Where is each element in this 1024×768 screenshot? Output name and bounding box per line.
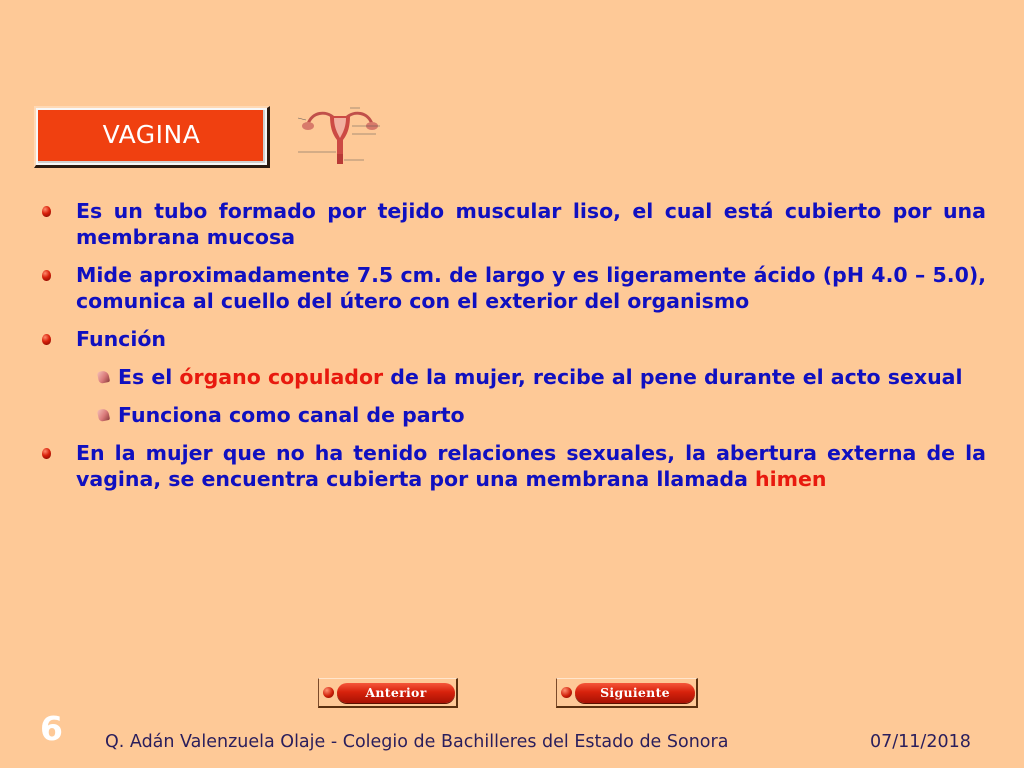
bullet-item (40, 198, 986, 250)
bullet-item (40, 326, 986, 352)
red-bullet-icon (42, 270, 51, 281)
bullet-item (40, 440, 986, 492)
red-bullet-icon (42, 206, 51, 217)
uterus-diagram (294, 104, 386, 166)
slide-content (40, 198, 986, 504)
sub-bullet-item (40, 402, 986, 428)
bullet-text: Es un tubo formado por tejido muscular liso, el cual está cubierto por una membrana mucosa (76, 199, 986, 249)
previous-button[interactable] (318, 678, 458, 708)
pink-bullet-icon (97, 408, 110, 422)
previous-button-pill[interactable] (337, 683, 455, 703)
slide-title-box (34, 106, 270, 168)
highlight-text: órgano copulador (179, 365, 384, 389)
button-knob-icon (323, 687, 334, 698)
bullet-item (40, 262, 986, 314)
bullet-text: Mide aproximadamente 7.5 cm. de largo y es ligeramente ácido (pH 4.0 – 5.0), comunica al cuello del útero con el exterior del organismo (76, 263, 986, 313)
highlight-text: himen (755, 467, 827, 491)
next-button[interactable] (556, 678, 698, 708)
bullet-text-pre: En la mujer que no ha tenido relaciones sexuales, la abertura externa de la vagina, se encuentra cubierta por una membrana llamada (76, 441, 986, 491)
button-knob-icon (561, 687, 572, 698)
sub-bullet-text-post: de la mujer, recibe al pene durante el acto sexual (383, 365, 963, 389)
footer-author: Q. Adán Valenzuela Olaje - Colegio de Bachilleres del Estado de Sonora (105, 732, 729, 752)
sub-bullet-text: Funciona como canal de parto (118, 403, 465, 427)
red-bullet-icon (42, 448, 51, 459)
bullet-text: Función (76, 327, 167, 351)
red-bullet-icon (42, 334, 51, 345)
slide-title: VAGINA (102, 120, 201, 149)
pink-bullet-icon (97, 370, 110, 384)
next-button-label: Siguiente (600, 685, 670, 700)
footer-date: 07/11/2018 (870, 732, 971, 752)
sub-bullet-item (40, 364, 986, 390)
slide-number: 6 (40, 709, 63, 748)
previous-button-label: Anterior (365, 685, 427, 700)
next-button-pill[interactable] (575, 683, 695, 703)
sub-bullet-text-pre: Es el (118, 365, 180, 389)
